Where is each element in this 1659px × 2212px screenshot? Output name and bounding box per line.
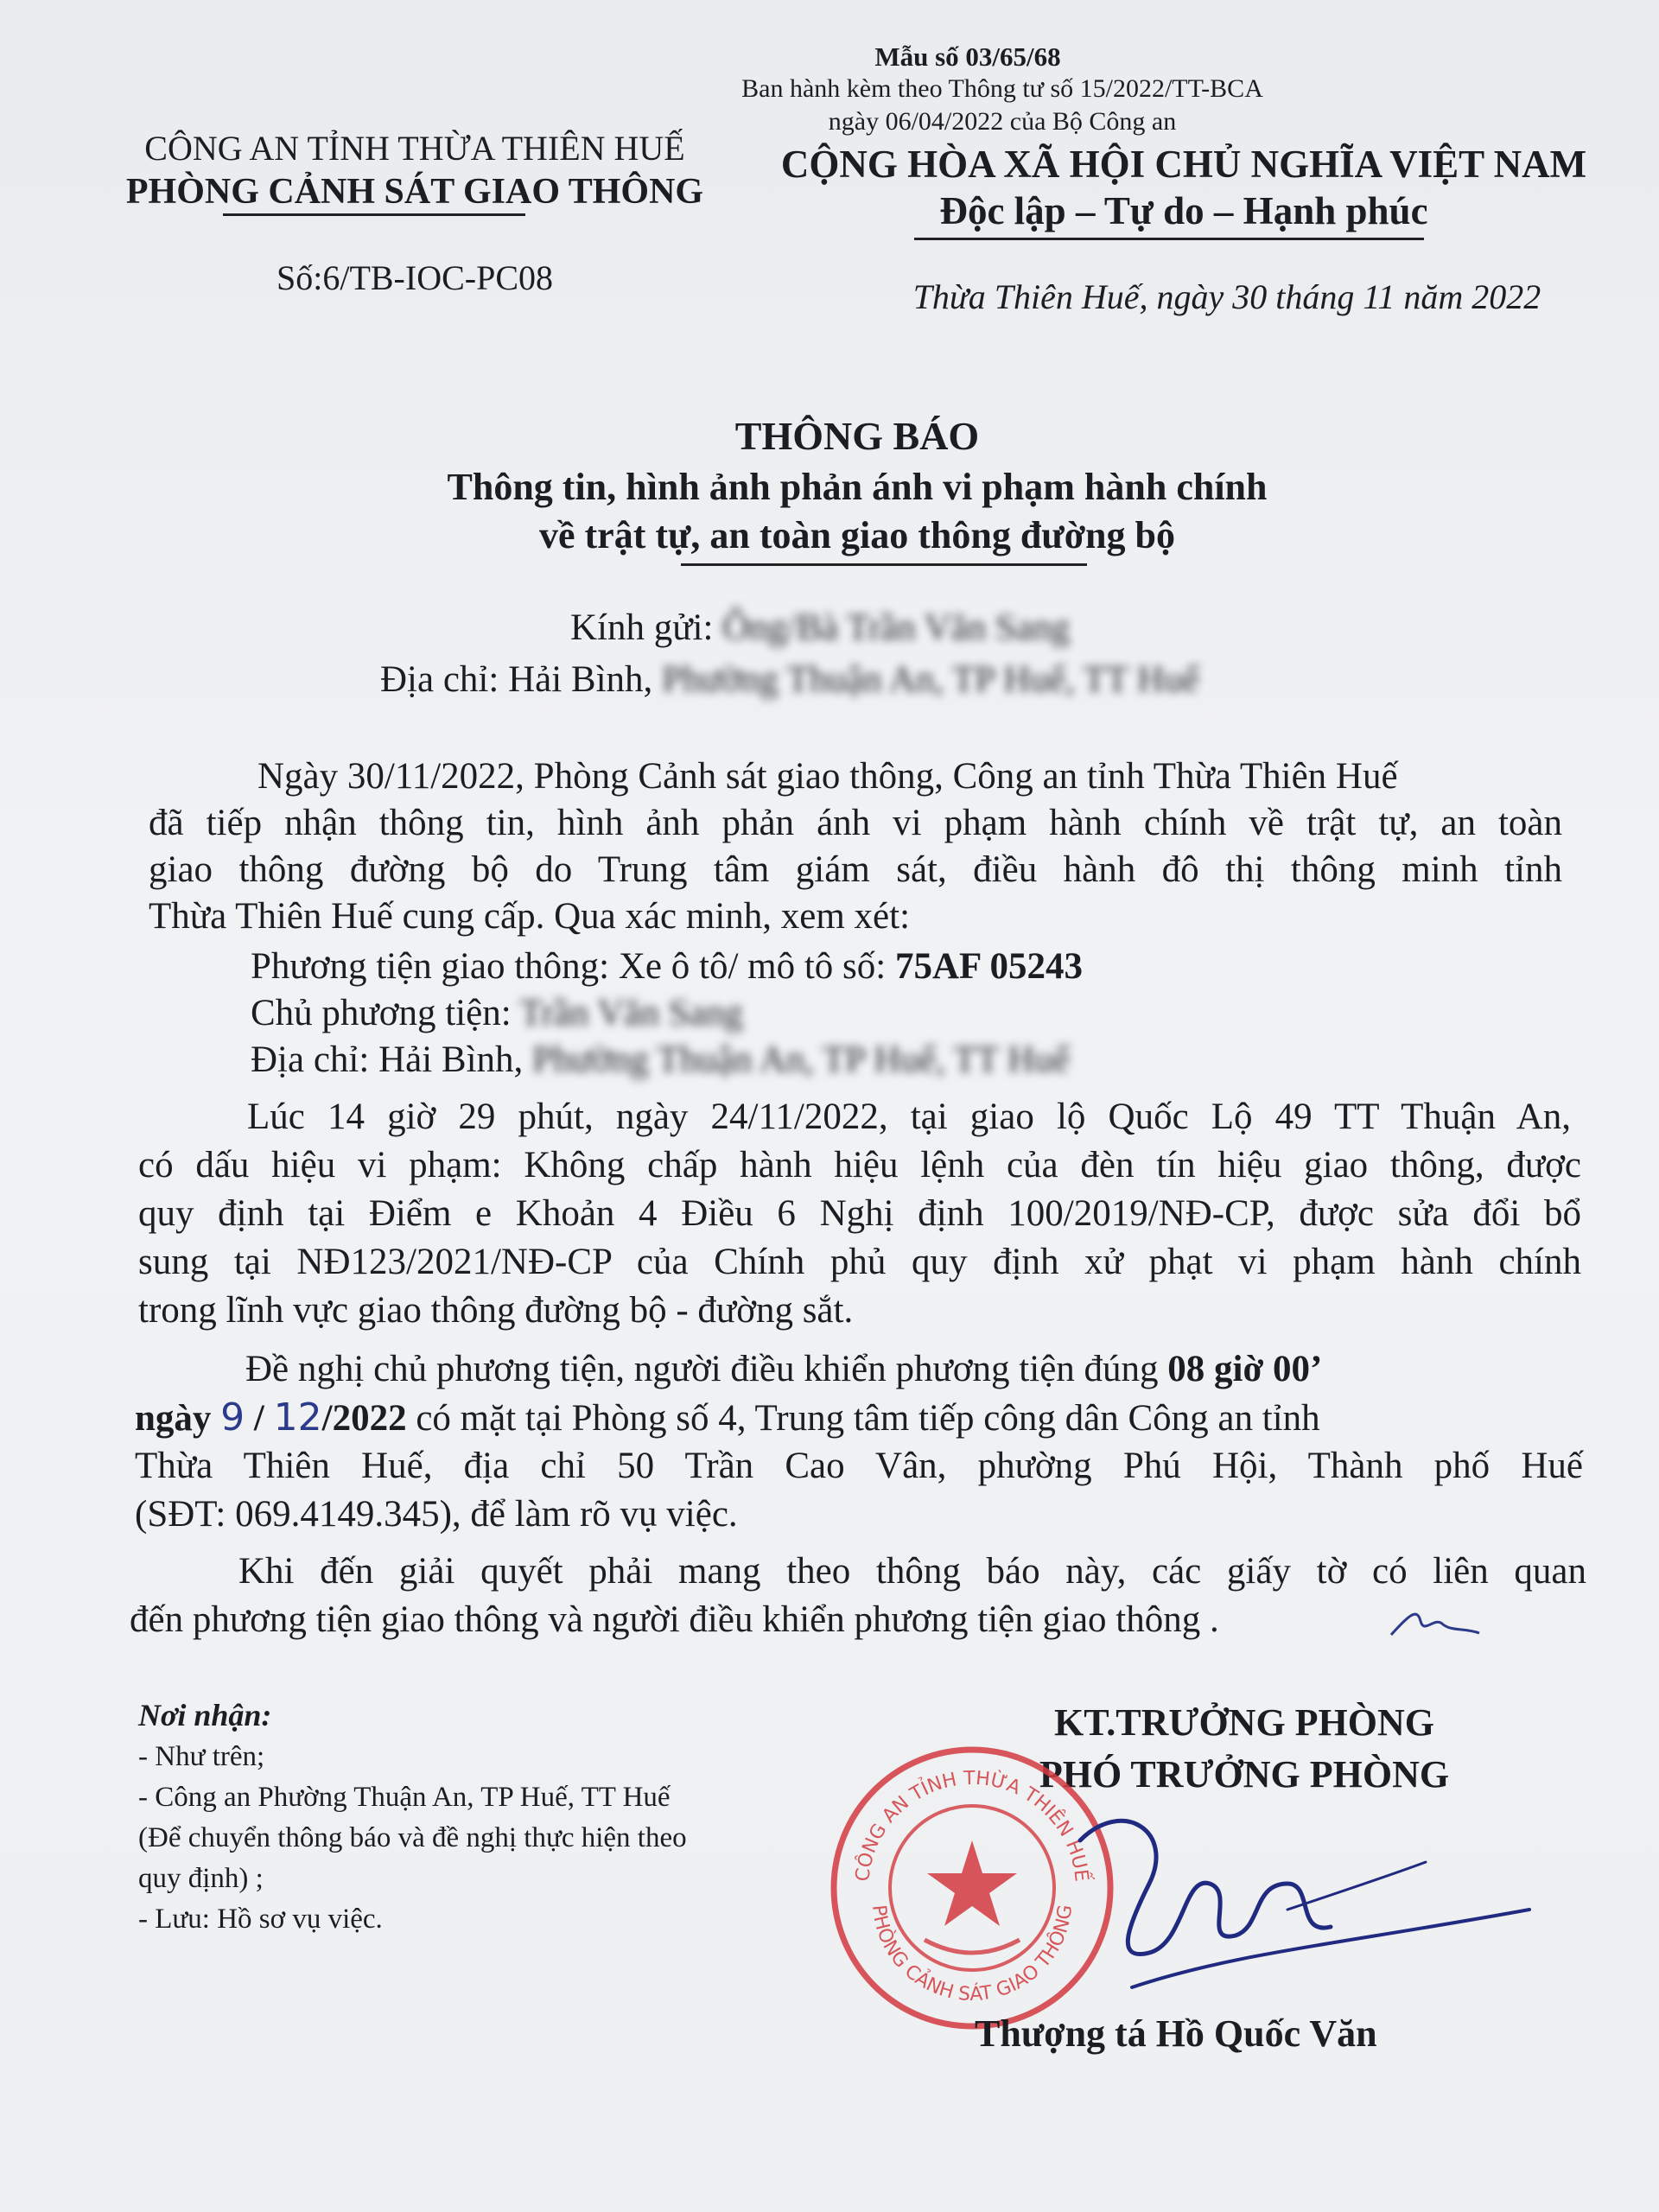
body-p3-line-1 <box>245 1346 1322 1393</box>
recipients-heading: Nơi nhận: <box>138 1698 272 1732</box>
nation-motto: Độc lập – Tự do – Hạnh phúc <box>939 189 1428 232</box>
p3-request: Đề nghị chủ phương tiện, người điều khiển phương tiện đúng <box>245 1349 1168 1389</box>
body-p1-line-1: Ngày 30/11/2022, Phòng Cảnh sát giao thông, Công an tỉnh Thừa Thiên Huế <box>257 756 1398 797</box>
body-p2-line-5: trong lĩnh vực giao thông đường bộ - đường sắt. <box>138 1290 854 1331</box>
addressee-to <box>570 605 1070 652</box>
stamp-text-bottom: PHÒNG CẢNH SÁT GIAO THÔNG <box>867 1904 1077 2006</box>
body-p3-line-2 <box>135 1395 1320 1442</box>
notice-title: THÔNG BÁO <box>734 414 980 458</box>
body-p4-line-1: Khi đến giải quyết phải mang theo thông báo này, các giấy tờ có liên quan <box>238 1551 1586 1592</box>
body-p3-line-4: (SĐT: 069.4149.345), để làm rõ vụ việc. <box>135 1494 738 1535</box>
doc-number: Số:6/TB-IOC-PC08 <box>276 258 554 297</box>
owner-addr-label: Địa chỉ: Hải Bình, <box>251 1039 533 1080</box>
p3-day-handwritten: 9 <box>220 1395 245 1440</box>
notice-subtitle-1: Thông tin, hình ảnh phản ánh vi phạm hành chính <box>447 466 1268 508</box>
owner-addr-value: Phường Thuận An, TP Huế, TT Huế <box>532 1039 1070 1080</box>
form-issued-date: ngày 06/04/2022 của Bộ Công an <box>828 107 1177 136</box>
owner-label: Chủ phương tiện: <box>251 993 520 1033</box>
recipient-item: (Để chuyển thông báo và đề nghị thực hiện theo <box>138 1822 687 1853</box>
place-date: Thừa Thiên Huế, ngày 30 tháng 11 năm 2022 <box>912 277 1541 316</box>
recipient-item: - Công an Phường Thuận An, TP Huế, TT Huế <box>138 1782 671 1813</box>
addressee-addr-value: Phường Thuận An, TP Huế, TT Huế <box>662 659 1199 700</box>
form-number: Mẫu số 03/65/68 <box>874 41 1061 72</box>
body-p1-line-2: đã tiếp nhận thông tin, hình ảnh phản ánh vi phạm hành chính về trật tự, an toàn <box>149 803 1562 843</box>
body-p3-line-3: Thừa Thiên Huế, địa chỉ 50 Trần Cao Vân, phường Phú Hội, Thành phố Huế <box>135 1446 1583 1486</box>
initials-mark <box>1382 1599 1486 1650</box>
recipient-item: - Như trên; <box>138 1741 265 1772</box>
owner-address-line <box>251 1037 1070 1084</box>
vehicle-plate: 75AF 05243 <box>894 946 1083 987</box>
agency-name: PHÒNG CẢNH SÁT GIAO THÔNG <box>125 172 704 212</box>
nation-name: CỘNG HÒA XÃ HỘI CHỦ NGHĨA VIỆT NAM <box>780 143 1587 186</box>
body-p1-line-3: giao thông đường bộ do Trung tâm giám sát, điều hành đô thị thông minh tỉnh <box>149 849 1562 890</box>
owner-line <box>251 990 743 1037</box>
stamp-text-top: CÔNG AN TỈNH THỪA THIÊN HUẾ <box>852 1767 1092 1883</box>
addressee-addr-label: Địa chỉ: Hải Bình, <box>380 659 663 700</box>
p3-month-handwritten: 12 <box>273 1395 322 1440</box>
title-underline <box>681 563 1087 566</box>
signer-name: Thượng tá Hồ Quốc Văn <box>975 2012 1377 2055</box>
p3-location: có mặt tại Phòng số 4, Trung tâm tiếp công dân Công an tỉnh <box>406 1398 1320 1439</box>
body-p2-line-2: có dấu hiệu vi phạm: Không chấp hành hiệu lệnh của đèn tín hiệu giao thông, được <box>138 1145 1581 1185</box>
agency-parent: CÔNG AN TỈNH THỪA THIÊN HUẾ <box>144 129 685 168</box>
notice-subtitle-2: về trật tự, an toàn giao thông đường bộ <box>538 514 1175 556</box>
body-p1-line-4: Thừa Thiên Huế cung cấp. Qua xác minh, xem xét: <box>149 896 911 937</box>
owner-value: Trần Văn Sang <box>519 993 743 1033</box>
vehicle-line <box>251 944 1083 990</box>
addressee-to-value: Ông/Bà Trần Văn Sang <box>722 607 1070 648</box>
p3-slash: / <box>245 1398 274 1439</box>
signer-role-1: KT.TRƯỞNG PHÒNG <box>1054 1701 1434 1744</box>
body-p2-line-3: quy định tại Điểm e Khoản 4 Điều 6 Nghị định 100/2019/NĐ-CP, được sửa đổi bổ <box>138 1193 1581 1234</box>
recipient-item: quy định) ; <box>138 1863 264 1894</box>
body-p2-line-4: sung tại NĐ123/2021/NĐ-CP của Chính phủ quy định xử phạt vi phạm hành chính <box>138 1242 1581 1282</box>
recipient-item: - Lưu: Hồ sơ vụ việc. <box>138 1904 383 1935</box>
p3-year: /2022 <box>321 1398 407 1439</box>
body-p2-line-1: Lúc 14 giờ 29 phút, ngày 24/11/2022, tại giao lộ Quốc Lộ 49 TT Thuận An, <box>247 1096 1571 1137</box>
agency-underline <box>223 213 525 216</box>
handwritten-signature <box>976 1780 1547 2005</box>
p3-time: 08 giờ 00’ <box>1167 1349 1323 1389</box>
vehicle-label: Phương tiện giao thông: Xe ô tô/ mô tô số: <box>251 946 895 987</box>
motto-underline <box>914 238 1424 240</box>
form-issued-with: Ban hành kèm theo Thông tư số 15/2022/TT-BCA <box>741 74 1263 103</box>
body-p4-line-2: đến phương tiện giao thông và người điều khiển phương tiện giao thông . <box>130 1599 1219 1640</box>
addressee-to-label: Kính gửi: <box>570 607 723 648</box>
addressee-address <box>380 657 1199 703</box>
signer-role-2: PHÓ TRƯỞNG PHÒNG <box>1039 1753 1450 1796</box>
p3-day-label: ngày <box>135 1398 221 1439</box>
